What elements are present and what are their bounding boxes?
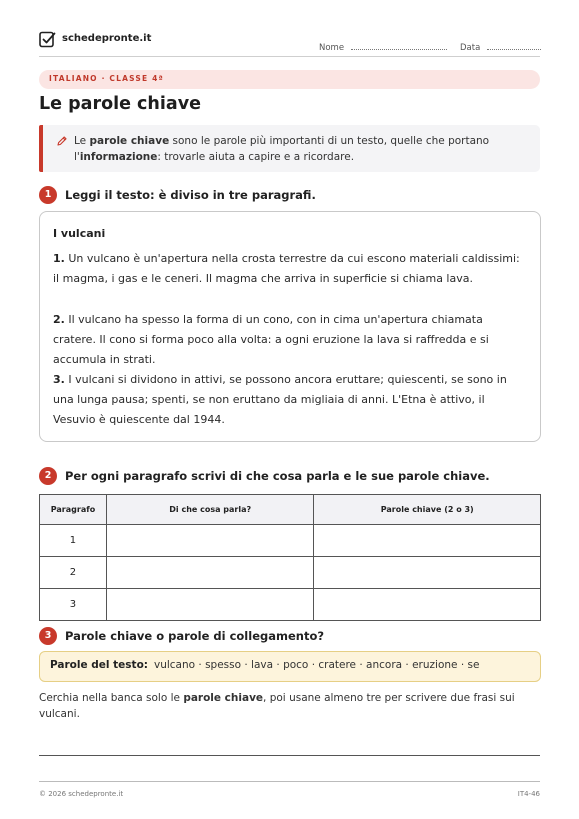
table-header-topic: Di che cosa parla? [106,495,314,525]
footer-code: IT4-46 [517,790,540,798]
paragraph-1-text: Un vulcano è un'apertura nella crosta terrestre da cui escono materiali caldissimi: il magma, i gas e le ceneri. Il magma che arriva in superficie si chiama lava. [53,252,520,285]
keywords-answer-cell[interactable] [314,557,541,589]
callout-text-3: : trovarle aiuta a capire e a ricordare. [157,151,355,163]
row-number: 3 [40,589,107,621]
row-number: 2 [40,557,107,589]
instruction-text-1: Cerchia nella banca solo le [39,692,184,704]
paragraph-1 [53,249,523,289]
paragraph-3-text: I vulcani si dividono in attivi, se possono ancora eruttare; quiescenti, se sono in una lunga pausa; spenti, se non eruttano da migliaia di anni. L'Etna è attivo, il Vesuvio è quiescente dal 1944. [53,373,507,426]
reading-text-title: I vulcani [53,227,106,240]
topic-answer-cell[interactable] [106,589,314,621]
paragraph-2-text: Il vulcano ha spesso la forma di un cono, con in cima un'apertura chiamata cratere. Il cono si forma poco alla volta: a ogni eruzione la lava si raffredda e si accumula in strati. [53,313,489,366]
subject-pill [39,70,540,89]
instruction-bold-keywords: parole chiave [183,692,264,704]
name-field[interactable] [319,35,447,54]
name-label: Nome [319,43,345,53]
footer-divider [39,781,540,782]
brand-name: schedepronte.it [62,33,152,44]
section-2-title: Per ogni paragrafo scrivi di che cosa parla e le sue parole chiave. [65,469,490,483]
keywords-answer-cell[interactable] [314,525,541,557]
callout-text-1: Le [74,135,90,147]
callout-accent-bar [39,125,43,172]
checkbox-logo-icon [39,31,56,48]
section-3-title: Parole chiave o parole di collegamento? [65,629,325,643]
paragraph-table [39,494,541,621]
table-row [40,589,541,621]
page-title: Le parole chiave [39,94,201,114]
topic-answer-cell[interactable] [106,525,314,557]
subject-pill-label: ITALIANO · CLASSE 4ª [49,74,164,83]
table-header-paragraph: Paragrafo [40,495,107,525]
section-3-badge: 3 [39,627,57,645]
callout-bold-keywords: parole chiave [89,135,170,147]
table-row [40,525,541,557]
date-field[interactable] [460,35,541,54]
word-bank-words[interactable]: vulcano · spesso · lava · poco · cratere · ancora · eruzione · se [154,659,480,671]
table-row [40,557,541,589]
section-1-title: Leggi il testo: è diviso in tre paragrafi. [65,188,316,202]
paragraph-2-number: 2. [53,313,65,326]
instruction-text [39,690,539,722]
section-2-badge: 2 [39,467,57,485]
keywords-answer-cell[interactable] [314,589,541,621]
header-divider [39,56,540,57]
writing-line[interactable] [39,755,540,756]
name-line [351,41,447,50]
row-number: 1 [40,525,107,557]
date-label: Data [460,43,481,53]
word-bank-label: Parole del testo: [50,659,148,671]
paragraph-3-number: 3. [53,373,65,386]
topic-answer-cell[interactable] [106,557,314,589]
callout-text-2: sono le parole più importanti di un testo, quelle che portano l' [74,135,490,163]
date-line [487,41,541,50]
paragraph-3 [53,370,523,430]
footer-copyright: © 2026 schedepronte.it [39,790,124,798]
table-header-keywords: Parole chiave (2 o 3) [314,495,541,525]
section-1-badge: 1 [39,186,57,204]
callout-bold-information: informazione [79,151,158,163]
definition-text [74,133,524,165]
paragraph-2 [53,310,523,370]
instruction-text-2: , poi usane almeno tre per scrivere due frasi sui vulcani. [39,692,515,720]
pencil-icon [56,135,68,147]
paragraph-1-number: 1. [53,252,65,265]
table-header-row [40,495,541,525]
